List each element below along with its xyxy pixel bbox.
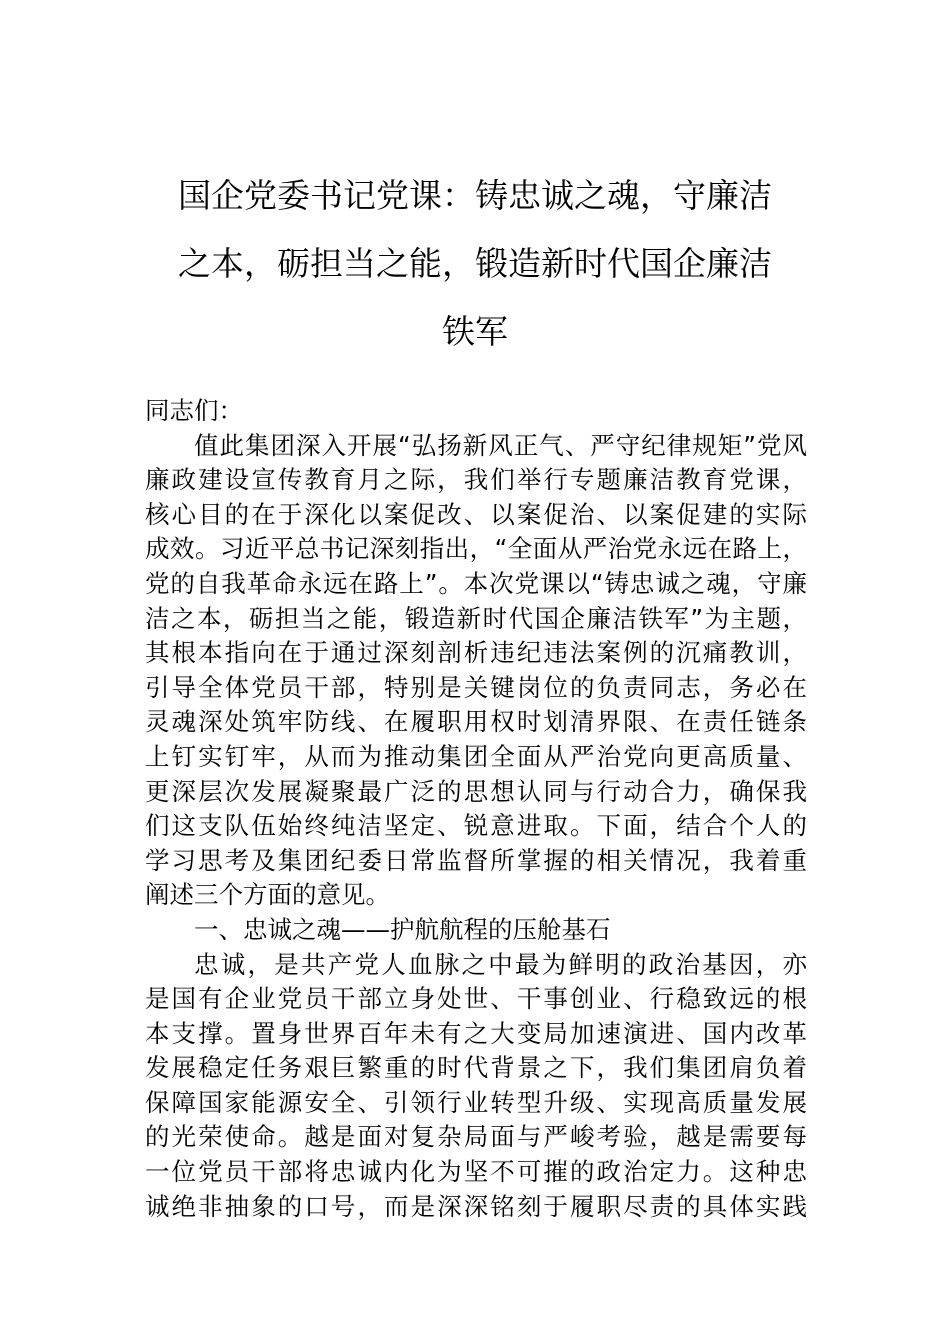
paragraph-line: 核心目的在于深化以案促改、以案促治、以案促建的实际 (145, 499, 807, 529)
paragraph-line: 是国有企业党员干部立身处世、干事创业、行稳致远的根 (145, 984, 807, 1014)
paragraph-line: 一位党员干部将忠诚内化为坚不可摧的政治定力。这种忠 (145, 1157, 807, 1187)
title-line: 铁军 (442, 312, 508, 351)
paragraph-line: 党的自我革命永远在路上”。本次党课以“铸忠诚之魂，守廉 (145, 568, 807, 598)
paragraph-line: 廉政建设宣传教育月之际，我们举行专题廉洁教育党课， (145, 465, 807, 495)
title-line: 之本，砺担当之能，锻造新时代国企廉洁 (178, 244, 772, 283)
paragraph-line: 保障国家能源安全、引领行业转型升级、实现高质量发展 (145, 1087, 807, 1117)
paragraph-line: 其根本指向在于通过深刻剖析违纪违法案例的沉痛教训， (145, 638, 807, 668)
paragraph-line: 上钉实钉牢，从而为推动集团全面从严治党向更高质量、 (145, 741, 807, 771)
document-body (145, 394, 807, 1224)
paragraph-line: 本支撑。置身世界百年未有之大变局加速演进、国内改革 (145, 1018, 807, 1048)
paragraph-line: 更深层次发展凝聚最广泛的思想认同与行动合力，确保我 (145, 776, 807, 806)
title-line: 国企党委书记党课：铸忠诚之魂，守廉洁 (178, 176, 772, 215)
paragraph-line: 值此集团深入开展“弘扬新风正气、严守纪律规矩”党风 (194, 430, 807, 460)
paragraph-line: 发展稳定任务艰巨繁重的时代背景之下，我们集团肩负着 (145, 1053, 807, 1083)
paragraph-line: 洁之本，砺担当之能，锻造新时代国企廉洁铁军”为主题， (145, 603, 807, 633)
paragraph-line: 成效。习近平总书记深刻指出，“全面从严治党永远在路上， (145, 534, 807, 564)
paragraph-line: 们这支队伍始终纯洁坚定、锐意进取。下面，结合个人的 (145, 811, 807, 841)
paragraph-line: 诚绝非抽象的口号，而是深深铭刻于履职尽责的具体实践 (145, 1191, 807, 1221)
paragraph-line: 忠诚，是共产党人血脉之中最为鲜明的政治基因，亦 (194, 949, 807, 979)
paragraph-line: 阐述三个方面的意见。 (145, 880, 390, 910)
paragraph-line: 引导全体党员干部，特别是关键岗位的负责同志，务必在 (145, 672, 807, 702)
paragraph-line: 灵魂深处筑牢防线、在履职用权时划清界限、在责任链条 (145, 707, 807, 737)
paragraph-line: 的光荣使命。越是面对复杂局面与严峻考验，越是需要每 (145, 1122, 807, 1152)
salutation: 同志们： (145, 396, 243, 425)
paragraph-line: 学习思考及集团纪委日常监督所掌握的相关情况，我着重 (145, 845, 807, 875)
document-title (0, 162, 950, 366)
section-heading: 一、忠诚之魂——护航航程的压舱基石 (194, 914, 611, 944)
